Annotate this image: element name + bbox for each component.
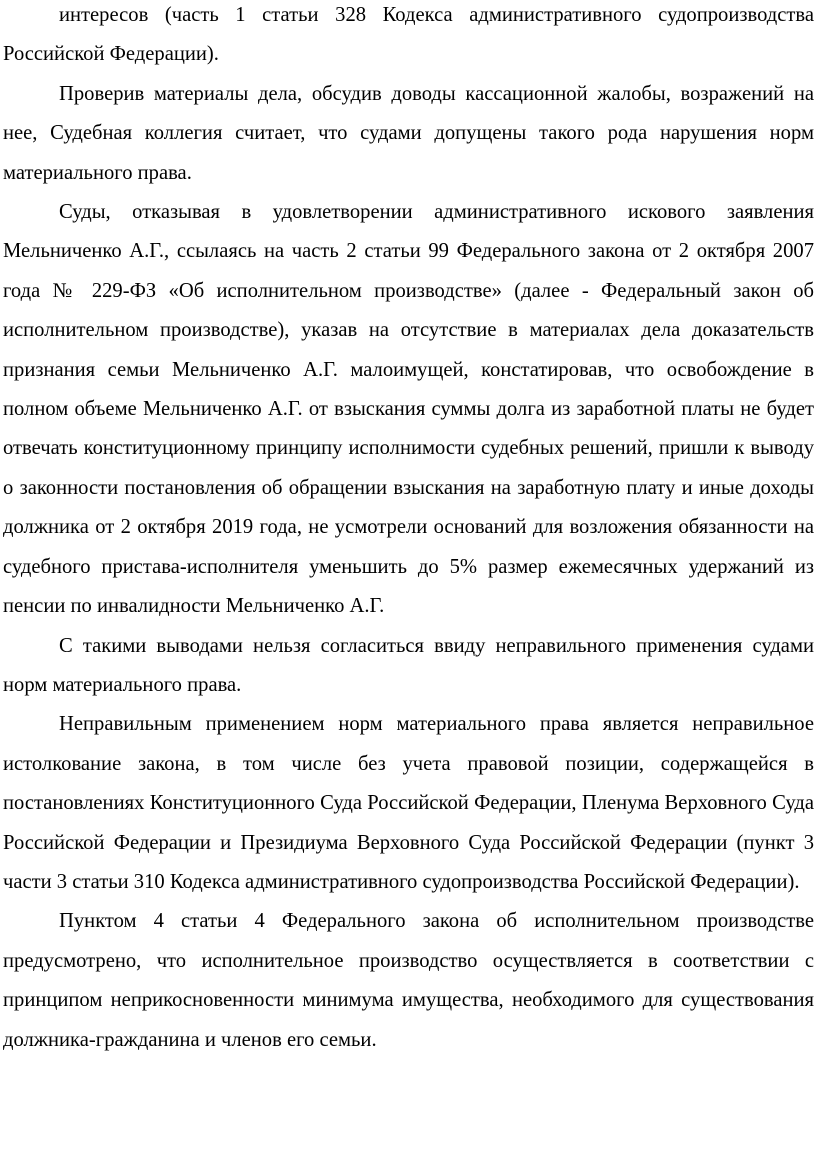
- paragraph-6: Пунктом 4 статьи 4 Федерального закона об исполнительном производстве предусмотрено, что исполнительное производство осуществляется в соответствии с принципом неприкосновенности минимума имущества, необходимого для существования должника-гражданина и членов его семьи.: [3, 910, 814, 1051]
- paragraph-4: С такими выводами нельзя согласиться ввиду неправильного применения судами норм материального права.: [3, 634, 814, 696]
- paragraph-1: интересов (часть 1 статьи 328 Кодекса административного судопроизводства Российской Федерации).: [3, 4, 814, 66]
- paragraph-5: Неправильным применением норм материального права является неправильное истолкование закона, в том числе без учета правовой позиции, содержащейся в постановлениях Конституционного Суда Российской Федерации, Пленума Верховного Суда Российской Федерации и Президиума Верховного Суда Российской Федерации (пункт 3 части 3 статьи 310 Кодекса административного судопроизводства Российской Федерации).: [3, 713, 814, 893]
- document-body: [3, 0, 814, 1060]
- paragraph-3: Суды, отказывая в удовлетворении административного искового заявления Мельниченко А.Г., ссылаясь на часть 2 статьи 99 Федерального закона от 2 октября 2007 года № 229-ФЗ «Об исполнительном производстве» (далее - Федеральный закон об исполнительном производстве), указав на отсутствие в материалах дела доказательств признания семьи Мельниченко А.Г. малоимущей, констатировав, что освобождение в полном объеме Мельниченко А.Г. от взыскания суммы долга из заработной платы не будет отвечать конституционному принципу исполнимости судебных решений, пришли к выводу о законности постановления об обращении взыскания на заработную плату и иные доходы должника от 2 октября 2019 года, не усмотрели оснований для возложения обязанности на судебного пристава-исполнителя уменьшить до 5% размер ежемесячных удержаний из пенсии по инвалидности Мельниченко А.Г.: [3, 201, 814, 618]
- paragraph-2: Проверив материалы дела, обсудив доводы кассационной жалобы, возражений на нее, Судебная коллегия считает, что судами допущены такого рода нарушения норм материального права.: [3, 82, 814, 184]
